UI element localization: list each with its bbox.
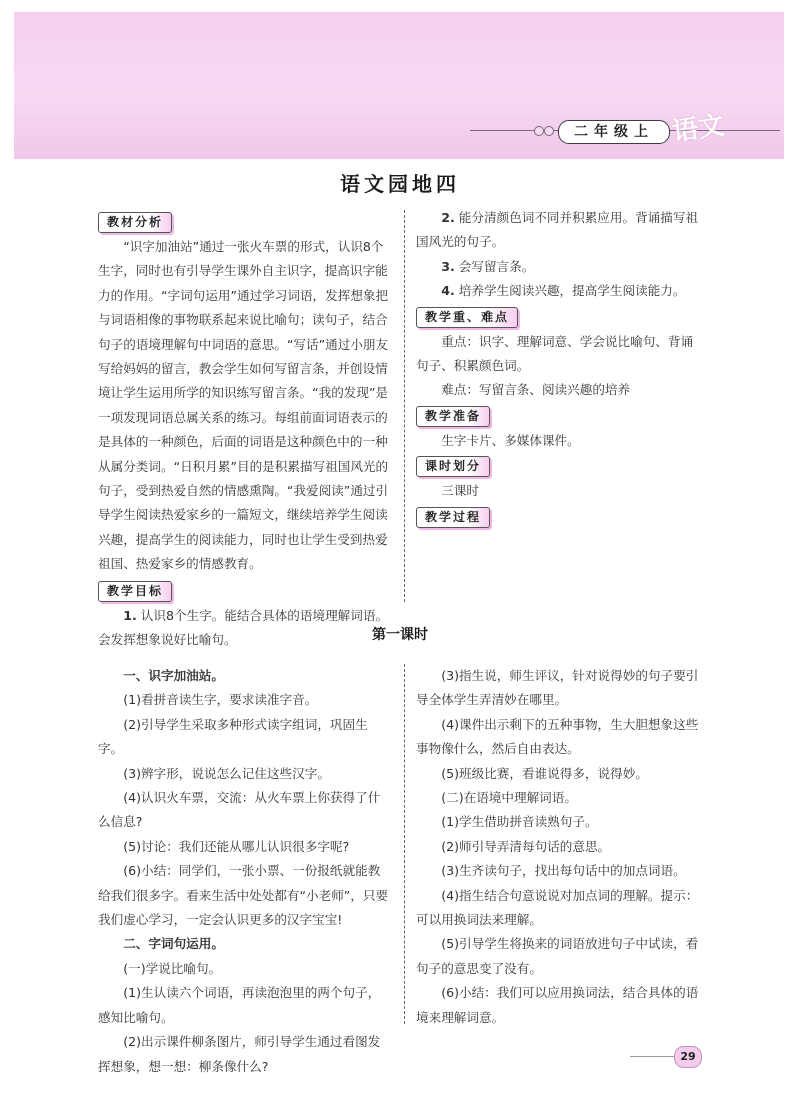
lesson-step: (1)看拼音读生字，要求读准字音。 <box>123 692 318 708</box>
lesson-heading: 二、字词句运用。 <box>123 936 224 952</box>
lesson-step: (4)指生结合句意说说对加点词的理解。提示：可以用换词法来理解。 <box>416 887 699 928</box>
lesson-step: (4)课件出示剩下的五种事物，生大胆想象这些事物像什么，然后自由表达。 <box>416 716 699 757</box>
lesson-step: (3)辨字形，说说怎么记住这些汉字。 <box>123 765 330 781</box>
page-number: 29 <box>674 1046 702 1068</box>
right-column <box>416 206 702 530</box>
analysis-paragraph: “识字加油站”通过一张火车票的形式，认识8个生字，同时也有引导学生课外自主识字，提高识字能力的作用。“字词句运用”通过学习词语，发挥想象把与词语相像的事物联系起来说比喻句；读句子，结合句子的语境理解句中词语的意思。“写话”通过小朋友写给妈妈的留言，教会学生如何写留言条，并创设情境让学生运用所学的知识练写留言条。“我的发现”是一项发现词语总属关系的练习。每组前面词语表示的是具体的一种颜色，后面的词语是这种颜色中的一种从属分类词。“日积月累”目的是积累描写祖国风光的句子，受到热爱自然的情感熏陶。“我爱阅读”通过引导学生阅读热爱家乡的一篇短文，继续培养学生阅读兴趣，提高学生的阅读能力，同时也让学生受到热爱祖国、热爱家乡的情感教育。 <box>98 239 389 572</box>
goal-item-3: 3. 会写留言条。 <box>441 258 535 274</box>
page-number-area <box>630 1046 700 1066</box>
column-divider <box>404 210 405 602</box>
class-hours-text: 三课时 <box>441 483 479 499</box>
banner-ornament <box>534 126 544 136</box>
difficulty: 难点：写留言条、阅读兴趣的培养 <box>441 382 631 398</box>
section-title: 第一课时 <box>372 627 428 643</box>
lesson-step: (2)出示课件柳条图片，师引导学生通过看图发挥想象，想一想：柳条像什么? <box>98 1034 381 1074</box>
lesson-step: (5)引导学生将换来的词语放进句子中试读，看句子的意思变了没有。 <box>416 936 699 976</box>
lesson-step: (3)指生说，师生评议，针对说得妙的句子要引导全体学生弄清妙在哪里。 <box>416 668 699 708</box>
key-points: 重点：识字、理解词意、学会说比喻句、背诵句子、积累颜色词。 <box>416 333 694 374</box>
grade-label: 二年级上 <box>558 120 670 144</box>
lesson-step: (5)讨论：我们还能从哪儿认识很多字呢? <box>123 838 350 854</box>
goal-item-2: 2. 能分清颜色词不同并积累应用。背诵描写祖国风光的句子。 <box>416 210 699 250</box>
goal-item-4: 4. 培养学生阅读兴趣，提高学生阅读能力。 <box>441 283 686 299</box>
preparation-text: 生字卡片、多媒体课件。 <box>441 432 580 448</box>
subject-logo: 语文 <box>670 110 727 148</box>
lesson-step: (4)认识火车票，交流：从火车票上你获得了什么信息? <box>98 790 381 830</box>
tag-goals: 教学目标 <box>98 581 172 602</box>
tag-preparation: 教学准备 <box>416 406 490 427</box>
lesson-left-column <box>98 664 392 1079</box>
goal-item-1: 1. 认识8个生字。能结合具体的语境理解词语。会发挥想象说好比喻句。 <box>98 607 389 648</box>
banner-ornament <box>544 126 554 136</box>
tag-class-hours: 课时划分 <box>416 456 490 477</box>
lesson-step: (5)班级比赛，看谁说得多，说得妙。 <box>441 765 648 781</box>
tag-analysis: 教材分析 <box>98 212 172 233</box>
lesson-step: (1)学生借助拼音读熟句子。 <box>441 814 598 830</box>
lesson-step: (6)小结：我们可以应用换词法，结合具体的语境来理解词意。 <box>416 985 699 1025</box>
lesson-step: (3)生齐读句子，找出每句话中的加点词语。 <box>441 863 686 879</box>
lesson-step: (一)学说比喻句。 <box>123 960 222 976</box>
lesson-right-column <box>416 664 702 1030</box>
page-title: 语文园地四 <box>340 172 460 196</box>
lesson-step: (2)引导学生采取多种形式读字组词，巩固生字。 <box>98 716 368 757</box>
page-number-rule <box>630 1056 674 1057</box>
left-column <box>98 209 390 653</box>
lesson-step: (二)在语境中理解词语。 <box>441 790 577 806</box>
tag-key-points: 教学重、难点 <box>416 307 518 328</box>
lesson-heading: 一、识字加油站。 <box>123 668 224 683</box>
column-divider <box>404 664 405 1024</box>
lesson-step: (2)师引导弄清每句话的意思。 <box>441 838 611 854</box>
lesson-step: (6)小结：同学们，一张小票、一份报纸就能教给我们很多字。看来生活中处处都有“小老师”，只要我们虚心学习，一定会认识更多的汉字宝宝! <box>98 863 389 928</box>
tag-teaching-process: 教学过程 <box>416 507 490 528</box>
lesson-step: (1)生认读六个词语，再读泡泡里的两个句子，感知比喻句。 <box>98 985 381 1025</box>
